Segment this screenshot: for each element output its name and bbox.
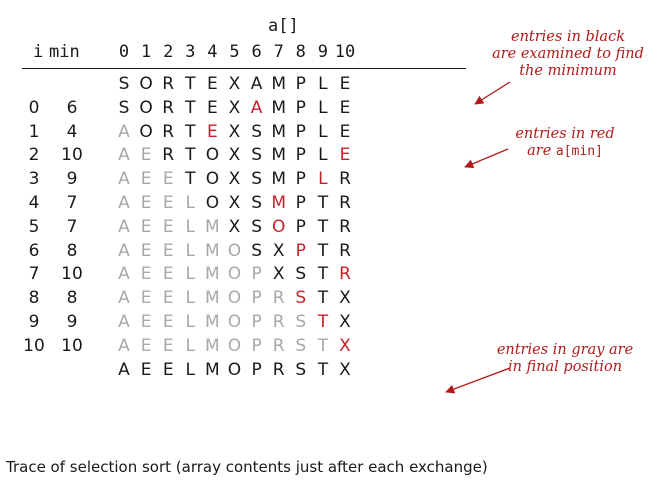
trace-cell: S bbox=[251, 169, 262, 190]
trace-cell: L bbox=[185, 288, 196, 309]
trace-cell: P bbox=[295, 145, 306, 166]
trace-cell: O bbox=[227, 240, 242, 261]
trace-cell: T bbox=[185, 121, 196, 142]
final-cell: T bbox=[317, 359, 329, 380]
trace-cell: M bbox=[205, 335, 220, 356]
trace-cell: P bbox=[295, 216, 306, 237]
row-min: 7 bbox=[66, 193, 78, 213]
trace-cell: R bbox=[272, 312, 285, 332]
trace-cell: M bbox=[271, 169, 287, 190]
trace-cell: A bbox=[118, 121, 130, 142]
trace-cell: A bbox=[118, 193, 130, 213]
trace-cell: M bbox=[205, 312, 220, 332]
trace-cell: O bbox=[205, 169, 220, 190]
trace-cell: S bbox=[251, 145, 262, 166]
trace-cell: P bbox=[251, 264, 262, 285]
trace-cell: M bbox=[271, 145, 287, 166]
initial-cell: E bbox=[207, 74, 218, 94]
trace-cell: L bbox=[185, 335, 196, 356]
final-cell: E bbox=[162, 359, 174, 380]
trace-cell: X bbox=[339, 335, 351, 356]
trace-cell: E bbox=[339, 97, 351, 118]
trace-cell: X bbox=[339, 312, 351, 332]
trace-cell: R bbox=[162, 121, 175, 142]
trace-cell: M bbox=[271, 193, 287, 213]
trace-cell: T bbox=[185, 97, 196, 118]
trace-cell: E bbox=[140, 216, 152, 237]
trace-cell: X bbox=[228, 145, 241, 166]
final-cell: E bbox=[140, 359, 152, 380]
trace-cell: E bbox=[339, 121, 351, 142]
trace-cell: L bbox=[318, 121, 328, 142]
trace-cell: A bbox=[118, 216, 130, 237]
row-i: 4 bbox=[28, 193, 40, 213]
annotation-red-code: a[min] bbox=[555, 144, 603, 159]
trace-cell: A bbox=[118, 145, 130, 166]
trace-cell: E bbox=[140, 169, 152, 190]
annotation-red-line: entries in red bbox=[515, 126, 615, 142]
trace-cell: R bbox=[162, 97, 175, 118]
arrow-to-red-entry bbox=[465, 149, 508, 167]
trace-cell: O bbox=[227, 288, 242, 309]
trace-cell: R bbox=[272, 288, 285, 309]
trace-cell: P bbox=[295, 169, 306, 190]
trace-cell: E bbox=[140, 240, 152, 261]
trace-cell: X bbox=[228, 169, 241, 190]
trace-cell: X bbox=[228, 121, 241, 142]
trace-cell: P bbox=[295, 97, 306, 118]
trace-cell: A bbox=[118, 240, 130, 261]
trace-cell: T bbox=[317, 193, 329, 213]
row-i: 8 bbox=[28, 288, 40, 309]
row-i: 7 bbox=[28, 264, 40, 285]
trace-cell: S bbox=[118, 97, 130, 118]
initial-cell: O bbox=[139, 74, 153, 94]
trace-cell: E bbox=[162, 216, 174, 237]
trace-cell: X bbox=[272, 240, 285, 261]
trace-cell: R bbox=[339, 264, 351, 285]
trace-cell: P bbox=[295, 193, 306, 213]
trace-cell: T bbox=[317, 240, 329, 261]
initial-cell: E bbox=[339, 74, 351, 94]
final-cell: L bbox=[185, 359, 196, 380]
trace-cell: X bbox=[228, 97, 241, 118]
index-label: 7 bbox=[273, 42, 284, 62]
index-label: 0 bbox=[118, 42, 130, 62]
index-label: 1 bbox=[140, 42, 152, 62]
trace-cell: S bbox=[295, 288, 307, 309]
trace-cell: P bbox=[251, 312, 262, 332]
final-cell: S bbox=[295, 359, 307, 380]
row-i: 1 bbox=[28, 121, 40, 142]
trace-cell: S bbox=[251, 121, 262, 142]
trace-cell: T bbox=[317, 335, 329, 356]
trace-cell: M bbox=[205, 264, 220, 285]
trace-cell: T bbox=[317, 288, 329, 309]
index-label: 9 bbox=[317, 42, 329, 62]
annotation-gray-line: in final position bbox=[507, 359, 623, 375]
index-label: 4 bbox=[207, 42, 218, 62]
initial-cell: X bbox=[228, 74, 241, 94]
annotation-gray-line: entries in gray are bbox=[496, 342, 634, 358]
trace-cell: P bbox=[251, 288, 262, 309]
annotation-black-line: are examined to find bbox=[492, 46, 644, 62]
row-i: 9 bbox=[28, 312, 40, 332]
row-i: 10 bbox=[23, 335, 45, 356]
trace-cell: T bbox=[317, 312, 329, 332]
trace-cell: S bbox=[251, 216, 262, 237]
trace-cell: O bbox=[139, 97, 153, 118]
trace-cell: O bbox=[227, 335, 242, 356]
trace-cell: A bbox=[118, 264, 130, 285]
index-label: 10 bbox=[334, 42, 356, 62]
index-label: 5 bbox=[229, 42, 240, 62]
trace-cell: E bbox=[140, 312, 152, 332]
header-min: min bbox=[49, 42, 80, 62]
index-label: 3 bbox=[185, 42, 196, 62]
row-i: 3 bbox=[28, 169, 40, 190]
trace-cell: O bbox=[271, 216, 286, 237]
trace-cell: E bbox=[162, 169, 174, 190]
final-cell: O bbox=[227, 359, 242, 380]
row-min: 7 bbox=[66, 216, 78, 237]
row-min: 8 bbox=[66, 240, 78, 261]
trace-cell: S bbox=[295, 312, 307, 332]
trace-cell: R bbox=[339, 240, 351, 261]
trace-cell: E bbox=[162, 193, 174, 213]
initial-cell: P bbox=[295, 74, 306, 94]
trace-cell: E bbox=[339, 145, 351, 166]
trace-cell: P bbox=[295, 121, 306, 142]
trace-cell: E bbox=[140, 145, 152, 166]
trace-cell: R bbox=[339, 169, 351, 190]
trace-cell: P bbox=[251, 335, 262, 356]
row-min: 10 bbox=[61, 335, 83, 356]
trace-cell: M bbox=[205, 216, 220, 237]
trace-cell: O bbox=[205, 193, 220, 213]
trace-cell: E bbox=[162, 264, 174, 285]
trace-cell: X bbox=[228, 193, 241, 213]
trace-cell: E bbox=[207, 97, 218, 118]
row-i: 6 bbox=[28, 240, 40, 261]
trace-cell: O bbox=[205, 145, 220, 166]
figure-caption: Trace of selection sort (array contents just after each exchange) bbox=[6, 458, 488, 476]
initial-cell: T bbox=[185, 74, 196, 94]
final-cell: M bbox=[205, 359, 220, 380]
annotation-red-are: are bbox=[527, 143, 556, 159]
trace-cell: O bbox=[139, 121, 153, 142]
trace-cell: S bbox=[295, 264, 307, 285]
trace-cell: M bbox=[205, 240, 220, 261]
row-min: 4 bbox=[66, 121, 78, 142]
initial-cell: R bbox=[162, 74, 175, 94]
initial-cell: L bbox=[318, 74, 328, 94]
trace-cell: E bbox=[162, 312, 174, 332]
row-min: 9 bbox=[66, 169, 78, 190]
trace-cell: X bbox=[228, 216, 241, 237]
trace-cell: X bbox=[272, 264, 285, 285]
trace-cell: O bbox=[227, 312, 242, 332]
index-label: 2 bbox=[163, 42, 174, 62]
trace-cell: S bbox=[295, 335, 307, 356]
trace-cell: T bbox=[185, 169, 196, 190]
final-cell: R bbox=[272, 359, 285, 380]
trace-cell: L bbox=[185, 264, 196, 285]
trace-cell: A bbox=[118, 288, 130, 309]
trace-cell: T bbox=[185, 145, 196, 166]
trace-cell: L bbox=[318, 97, 328, 118]
header-i: i bbox=[33, 42, 44, 62]
row-i: 0 bbox=[28, 97, 40, 118]
initial-cell: M bbox=[271, 74, 287, 94]
trace-cell: A bbox=[250, 97, 263, 118]
trace-cell: E bbox=[140, 264, 152, 285]
row-min: 9 bbox=[66, 312, 78, 332]
row-min: 10 bbox=[61, 264, 83, 285]
final-cell: X bbox=[339, 359, 351, 380]
annotation-black-line: entries in black bbox=[510, 29, 625, 45]
trace-cell: E bbox=[162, 240, 174, 261]
trace-cell: L bbox=[185, 216, 196, 237]
row-min: 8 bbox=[66, 288, 78, 309]
index-label: 8 bbox=[295, 42, 306, 62]
row-min: 6 bbox=[66, 97, 78, 118]
trace-cell: L bbox=[185, 312, 196, 332]
trace-cell: E bbox=[140, 193, 152, 213]
trace-cell: R bbox=[339, 216, 351, 237]
trace-cell: E bbox=[162, 288, 174, 309]
trace-cell: T bbox=[317, 264, 329, 285]
trace-cell: M bbox=[271, 121, 287, 142]
trace-cell: M bbox=[271, 97, 287, 118]
trace-cell: A bbox=[118, 169, 130, 190]
trace-cell: R bbox=[272, 335, 285, 356]
index-label: 6 bbox=[251, 42, 262, 62]
arrow-to-gray-entry bbox=[446, 368, 510, 392]
arrow-to-black-entry bbox=[475, 82, 510, 104]
initial-cell: S bbox=[118, 74, 130, 94]
trace-cell: M bbox=[205, 288, 220, 309]
trace-cell: X bbox=[339, 288, 351, 309]
trace-cell: P bbox=[295, 240, 306, 261]
trace-cell: E bbox=[207, 121, 218, 142]
row-min: 10 bbox=[61, 145, 83, 166]
array-label: a[] bbox=[268, 16, 299, 36]
trace-cell: A bbox=[118, 335, 130, 356]
trace-cell: S bbox=[251, 240, 262, 261]
trace-cell: E bbox=[162, 335, 174, 356]
trace-cell: T bbox=[317, 216, 329, 237]
row-i: 2 bbox=[28, 145, 40, 166]
trace-cell: L bbox=[185, 240, 196, 261]
trace-cell: E bbox=[140, 335, 152, 356]
trace-cell: R bbox=[339, 193, 351, 213]
trace-cell: S bbox=[251, 193, 262, 213]
trace-cell: L bbox=[185, 193, 196, 213]
initial-cell: A bbox=[250, 74, 263, 94]
annotation-black-line: the minimum bbox=[519, 63, 617, 79]
trace-cell: A bbox=[118, 312, 130, 332]
trace-cell: L bbox=[318, 145, 328, 166]
trace-cell: E bbox=[140, 288, 152, 309]
final-cell: P bbox=[251, 359, 262, 380]
trace-cell: O bbox=[227, 264, 242, 285]
final-cell: A bbox=[118, 359, 130, 380]
trace-cell: L bbox=[318, 169, 328, 190]
trace-cell: R bbox=[162, 145, 175, 166]
row-i: 5 bbox=[28, 216, 40, 237]
